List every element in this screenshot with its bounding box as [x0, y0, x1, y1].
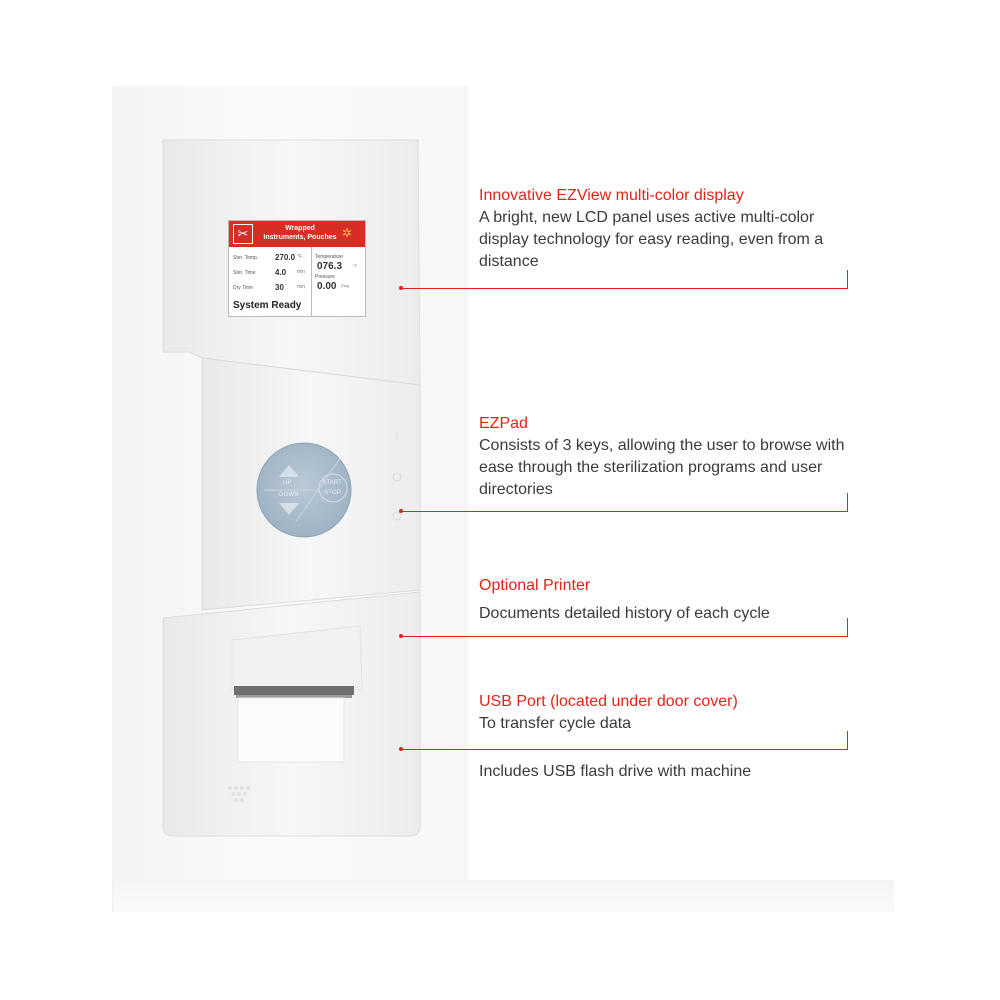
feature-title: EZPad	[479, 415, 528, 432]
lcd-row-ster-time	[233, 268, 311, 278]
callout-leader-line	[401, 511, 848, 512]
printer-paper	[238, 698, 344, 762]
feature-description: A bright, new LCD panel uses active multi-color display technology for easy reading, even from a distance	[479, 209, 824, 270]
feature-title: Innovative EZView multi-color display	[479, 187, 744, 204]
lcd-divider	[311, 247, 312, 317]
lcd-pressure-value: 0.00	[317, 281, 337, 292]
gear-icon: ✲	[342, 226, 353, 240]
lcd-row-label: Ster. Time	[233, 270, 256, 276]
printer-slot	[234, 686, 354, 695]
lcd-row-ster-temp	[233, 253, 311, 263]
keypad-stop-label[interactable]: STOP	[324, 490, 342, 496]
lcd-program-line2: Instruments, Pouches	[263, 234, 337, 241]
feature-ezpad	[479, 413, 859, 501]
feature-usb-port	[479, 691, 859, 735]
callout-tick	[847, 731, 848, 750]
callout-tick	[847, 270, 848, 289]
feature-description: Documents detailed history of each cycle	[479, 605, 770, 622]
feature-title: Optional Printer	[479, 577, 591, 594]
callout-leader-line	[401, 288, 848, 289]
lcd-pressure-unit: Psig	[341, 283, 349, 288]
lcd-program-line1: Wrapped	[285, 225, 315, 232]
feature-description: To transfer cycle data	[479, 715, 632, 732]
lcd-program-header	[229, 221, 365, 247]
usb-drive-note: Includes USB flash drive with machine	[479, 763, 752, 780]
callout-leader-line	[401, 636, 848, 637]
callout-tick	[847, 493, 848, 512]
feature-ezview-display	[479, 185, 859, 273]
lcd-row-value: 4.0	[275, 268, 287, 277]
lcd-row-unit: min	[297, 269, 306, 275]
lcd-temperature-value: 076.3	[317, 261, 343, 272]
feature-optional-printer	[479, 575, 859, 625]
keypad-up-label[interactable]: UP	[283, 480, 292, 486]
lcd-status-text: System Ready	[233, 300, 302, 311]
keypad-start-label[interactable]: START	[322, 480, 343, 486]
lcd-temperature-unit: °F	[353, 263, 358, 268]
lcd-row-value: 270.0	[275, 253, 296, 262]
lcd-row-label: Dry Time	[233, 285, 253, 291]
feature-title: USB Port (located under door cover)	[479, 693, 738, 710]
callout-leader-line	[401, 749, 848, 750]
lcd-temperature-label: Temperature	[315, 254, 344, 260]
scissors-icon: ✂	[233, 224, 253, 244]
lcd-row-dry-time	[233, 283, 311, 293]
feature-description: Consists of 3 keys, allowing the user to browse with ease through the sterilization programs and user directories	[479, 437, 845, 498]
lcd-pressure-label: Pressure	[315, 274, 336, 280]
keypad-down-label[interactable]: DOWN	[279, 492, 299, 498]
ezview-lcd-display	[228, 220, 366, 317]
lcd-program-name	[263, 224, 337, 242]
callout-tick	[847, 618, 848, 637]
lcd-row-unit: min	[297, 284, 306, 290]
lcd-row-unit: °F	[297, 254, 303, 260]
lcd-row-value: 30	[275, 283, 284, 292]
lcd-row-label: Ster. Temp.	[233, 255, 259, 261]
